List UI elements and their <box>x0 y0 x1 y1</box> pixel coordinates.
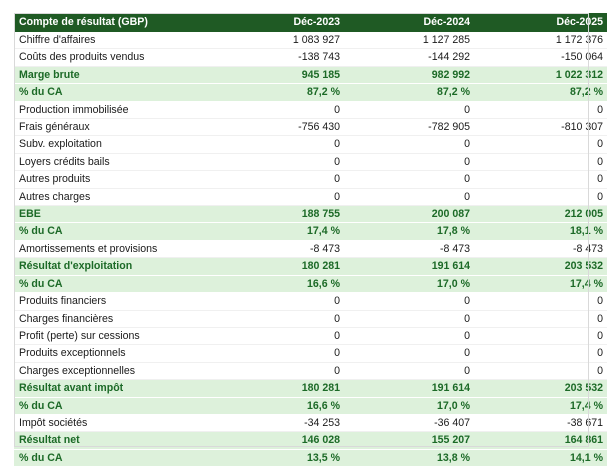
row-label: Profit (perte) sur cessions <box>14 327 211 344</box>
row-label: % du CA <box>14 449 211 466</box>
row-label: % du CA <box>14 84 211 101</box>
row-value-year-2: 13,8 % <box>344 449 474 466</box>
table-row-highlight <box>14 66 607 83</box>
table-row <box>14 119 607 136</box>
header-row <box>14 13 607 32</box>
table-row <box>14 153 607 170</box>
table-row <box>14 101 607 118</box>
row-value-year-1: 180 281 <box>211 258 344 275</box>
table-row <box>14 188 607 205</box>
row-value-year-1: 1 083 927 <box>211 32 344 49</box>
row-value-year-1: 0 <box>211 101 344 118</box>
table-row-highlight <box>14 275 607 292</box>
row-value-year-3: 87,2 % <box>474 84 607 101</box>
row-label: Résultat net <box>14 432 211 449</box>
row-label: % du CA <box>14 223 211 240</box>
row-value-year-1: 945 185 <box>211 66 344 83</box>
row-label: Autres produits <box>14 171 211 188</box>
row-value-year-1: 87,2 % <box>211 84 344 101</box>
table-row <box>14 240 607 257</box>
row-label: Charges financières <box>14 310 211 327</box>
row-value-year-3: 0 <box>474 153 607 170</box>
row-value-year-2: -144 292 <box>344 49 474 66</box>
table-row <box>14 293 607 310</box>
row-value-year-3: -8 473 <box>474 240 607 257</box>
row-value-year-1: -34 253 <box>211 414 344 431</box>
row-value-year-3: 203 532 <box>474 380 607 397</box>
row-value-year-2: 0 <box>344 153 474 170</box>
header-year-2: Déc-2024 <box>344 13 474 32</box>
row-value-year-2: 982 992 <box>344 66 474 83</box>
row-value-year-1: 16,6 % <box>211 397 344 414</box>
row-value-year-2: 87,2 % <box>344 84 474 101</box>
row-label: Production immobilisée <box>14 101 211 118</box>
row-value-year-2: 0 <box>344 136 474 153</box>
row-value-year-2: 17,0 % <box>344 397 474 414</box>
income-statement-table <box>14 13 607 467</box>
row-value-year-3: -38 671 <box>474 414 607 431</box>
table-row <box>14 345 607 362</box>
row-value-year-2: 200 087 <box>344 206 474 223</box>
table-row-highlight <box>14 449 607 466</box>
row-label: Subv. exploitation <box>14 136 211 153</box>
row-label: % du CA <box>14 275 211 292</box>
row-value-year-1: -138 743 <box>211 49 344 66</box>
row-value-year-3: 0 <box>474 136 607 153</box>
table-row-highlight <box>14 258 607 275</box>
table-row-highlight <box>14 397 607 414</box>
row-value-year-1: 0 <box>211 310 344 327</box>
row-value-year-2: -782 905 <box>344 119 474 136</box>
table-row-highlight <box>14 206 607 223</box>
row-value-year-1: -8 473 <box>211 240 344 257</box>
row-value-year-1: 17,4 % <box>211 223 344 240</box>
row-value-year-3: 18,1 % <box>474 223 607 240</box>
row-label: Coûts des produits vendus <box>14 49 211 66</box>
row-value-year-3: 14,1 % <box>474 449 607 466</box>
row-label: % du CA <box>14 397 211 414</box>
row-value-year-2: 0 <box>344 101 474 118</box>
table-row <box>14 327 607 344</box>
row-value-year-1: 0 <box>211 293 344 310</box>
row-value-year-1: -756 430 <box>211 119 344 136</box>
row-label: Loyers crédits bails <box>14 153 211 170</box>
table-header <box>14 13 607 32</box>
row-value-year-2: 0 <box>344 310 474 327</box>
row-value-year-1: 0 <box>211 171 344 188</box>
row-label: Frais généraux <box>14 119 211 136</box>
row-value-year-1: 0 <box>211 153 344 170</box>
row-label: Produits financiers <box>14 293 211 310</box>
row-value-year-2: -36 407 <box>344 414 474 431</box>
row-value-year-3: -150 064 <box>474 49 607 66</box>
row-label: Autres charges <box>14 188 211 205</box>
table-row <box>14 171 607 188</box>
row-value-year-1: 146 028 <box>211 432 344 449</box>
header-title: Compte de résultat (GBP) <box>14 13 211 32</box>
row-label: Impôt sociétés <box>14 414 211 431</box>
row-value-year-2: 0 <box>344 188 474 205</box>
row-label: Marge brute <box>14 66 211 83</box>
row-label: Charges exceptionnelles <box>14 362 211 379</box>
header-year-1: Déc-2023 <box>211 13 344 32</box>
table-body <box>14 32 607 467</box>
row-value-year-2: 17,0 % <box>344 275 474 292</box>
table-row <box>14 136 607 153</box>
row-value-year-2: -8 473 <box>344 240 474 257</box>
row-value-year-2: 191 614 <box>344 258 474 275</box>
row-value-year-2: 17,8 % <box>344 223 474 240</box>
row-value-year-2: 0 <box>344 345 474 362</box>
row-value-year-3: 0 <box>474 188 607 205</box>
row-label: Chiffre d'affaires <box>14 32 211 49</box>
row-value-year-2: 155 207 <box>344 432 474 449</box>
table-row <box>14 32 607 49</box>
row-value-year-2: 0 <box>344 327 474 344</box>
table-row <box>14 310 607 327</box>
row-value-year-3: 1 022 312 <box>474 66 607 83</box>
row-value-year-3: 164 861 <box>474 432 607 449</box>
row-label: Résultat d'exploitation <box>14 258 211 275</box>
table-row <box>14 49 607 66</box>
row-value-year-3: 212 005 <box>474 206 607 223</box>
row-value-year-1: 13,5 % <box>211 449 344 466</box>
row-label: Amortissements et provisions <box>14 240 211 257</box>
row-value-year-3: 0 <box>474 293 607 310</box>
row-value-year-1: 0 <box>211 362 344 379</box>
row-value-year-1: 0 <box>211 327 344 344</box>
row-value-year-1: 16,6 % <box>211 275 344 292</box>
row-value-year-3: 0 <box>474 310 607 327</box>
table-row-highlight <box>14 432 607 449</box>
table-row-highlight <box>14 380 607 397</box>
table-row-highlight <box>14 84 607 101</box>
row-value-year-3: -810 307 <box>474 119 607 136</box>
row-value-year-3: 0 <box>474 345 607 362</box>
row-value-year-1: 0 <box>211 136 344 153</box>
row-value-year-2: 1 127 285 <box>344 32 474 49</box>
row-value-year-2: 0 <box>344 362 474 379</box>
row-value-year-1: 188 755 <box>211 206 344 223</box>
row-value-year-1: 180 281 <box>211 380 344 397</box>
row-value-year-3: 0 <box>474 327 607 344</box>
table-row <box>14 414 607 431</box>
row-value-year-1: 0 <box>211 345 344 362</box>
row-value-year-3: 17,4 % <box>474 397 607 414</box>
row-value-year-1: 0 <box>211 188 344 205</box>
row-value-year-3: 0 <box>474 362 607 379</box>
row-label: Résultat avant impôt <box>14 380 211 397</box>
row-label: Produits exceptionnels <box>14 345 211 362</box>
row-value-year-3: 0 <box>474 171 607 188</box>
header-year-3: Déc-2025 <box>474 13 607 32</box>
table-row <box>14 362 607 379</box>
row-value-year-3: 17,4 % <box>474 275 607 292</box>
row-value-year-3: 0 <box>474 101 607 118</box>
row-value-year-2: 0 <box>344 171 474 188</box>
income-statement-sheet <box>14 13 603 467</box>
table-row-highlight <box>14 223 607 240</box>
row-value-year-3: 1 172 376 <box>474 32 607 49</box>
row-value-year-3: 203 532 <box>474 258 607 275</box>
row-value-year-2: 191 614 <box>344 380 474 397</box>
row-value-year-2: 0 <box>344 293 474 310</box>
row-label: EBE <box>14 206 211 223</box>
